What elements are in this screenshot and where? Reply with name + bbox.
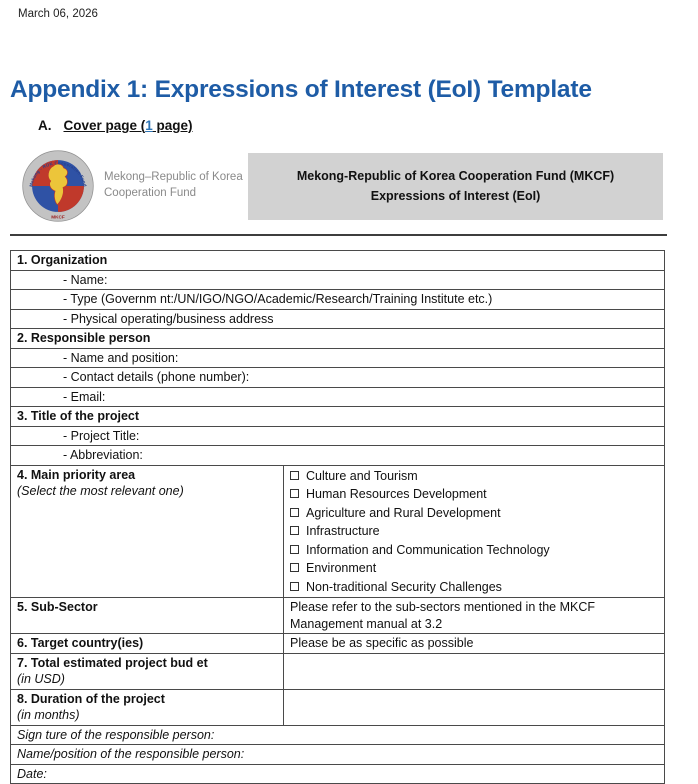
table-row <box>11 426 665 446</box>
budget-label-cell <box>11 653 284 689</box>
logo-ring-bottom-text: MKCF <box>51 214 65 220</box>
letterhead <box>10 150 698 222</box>
priority-option-ict[interactable] <box>290 541 658 560</box>
table-row <box>11 290 665 310</box>
date-row: Date: <box>11 764 665 784</box>
table-row <box>11 329 665 349</box>
field-organization-type: - Type (Governm nt:/UN/IGO/NGO/Academic/Research/Training Institute etc.) <box>11 290 665 310</box>
field-organization-address: - Physical operating/business address <box>11 309 665 329</box>
priority-option-label: Information and Communication Technology <box>306 542 550 557</box>
checkbox-icon[interactable] <box>290 563 299 572</box>
table-row <box>11 387 665 407</box>
table-row <box>11 309 665 329</box>
section-header-budget: 7. Total estimated project bud et <box>17 655 208 670</box>
banner-line2: Expressions of Interest (EoI) <box>370 189 541 203</box>
section-header-target-country: 6. Target country(ies) <box>11 634 284 654</box>
field-person-contact: - Contact details (phone number): <box>11 368 665 388</box>
priority-option-security[interactable] <box>290 578 658 597</box>
priority-option-human-resources[interactable] <box>290 485 658 504</box>
priority-option-infrastructure[interactable] <box>290 522 658 541</box>
checkbox-icon[interactable] <box>290 471 299 480</box>
table-row <box>11 465 665 598</box>
duration-label-cell <box>11 689 284 725</box>
page-title: Appendix 1: Expressions of Interest (EoI) Template <box>10 76 592 103</box>
mkcf-emblem-icon <box>22 150 94 222</box>
table-row <box>11 270 665 290</box>
cover-page-heading <box>38 118 698 133</box>
logo-wordmark-line1: Mekong–Republic of Korea <box>104 171 243 184</box>
table-row <box>11 689 665 725</box>
logo-ring-top-text: Mekong - ROK Cooperation Fund <box>28 160 88 188</box>
priority-option-culture-tourism[interactable] <box>290 467 658 486</box>
table-row <box>11 653 665 689</box>
page-number-link[interactable]: 1 <box>145 118 153 133</box>
table-row <box>11 634 665 654</box>
table-row <box>11 251 665 271</box>
table-row <box>11 446 665 466</box>
priority-options-cell <box>284 465 665 598</box>
banner-line1: Mekong-Republic of Korea Cooperation Fund (MKCF) <box>296 169 615 183</box>
subsector-instruction: Please refer to the sub-sectors mentioned in the MKCF Management manual at 3.2 <box>284 598 665 634</box>
priority-option-label: Infrastructure <box>306 524 380 538</box>
budget-note: (in USD) <box>17 672 65 686</box>
signature-row: Sign ture of the responsible person: <box>11 725 665 745</box>
table-row <box>11 368 665 388</box>
priority-option-environment[interactable] <box>290 559 658 578</box>
mkcf-logo <box>10 150 248 222</box>
priority-option-label: Agriculture and Rural Development <box>306 505 501 520</box>
logo-wordmark <box>104 170 243 201</box>
table-row <box>11 407 665 427</box>
priority-option-agriculture[interactable] <box>290 504 658 523</box>
banner-title-box <box>248 153 663 220</box>
section-header-subsector: 5. Sub-Sector <box>11 598 284 634</box>
section-header-duration: 8. Duration of the project <box>17 691 165 706</box>
list-letter: A. <box>38 118 52 133</box>
priority-option-label: Non-traditional Security Challenges <box>306 579 502 594</box>
checkbox-icon[interactable] <box>290 582 299 591</box>
priority-option-label: Environment <box>306 561 377 575</box>
eoi-form-table <box>10 250 665 784</box>
field-project-title: - Project Title: <box>11 426 665 446</box>
priority-option-label: Culture and Tourism <box>306 468 418 483</box>
field-person-name-position: - Name and position: <box>11 348 665 368</box>
logo-wordmark-line2: Cooperation Fund <box>104 187 197 199</box>
checkbox-icon[interactable] <box>290 545 299 554</box>
table-row <box>11 764 665 784</box>
duration-value-cell <box>284 689 665 725</box>
field-project-abbreviation: - Abbreviation: <box>11 446 665 466</box>
duration-note: (in months) <box>17 708 80 722</box>
budget-value-cell <box>284 653 665 689</box>
field-person-email: - Email: <box>11 387 665 407</box>
priority-area-label-cell <box>11 465 284 598</box>
table-row <box>11 745 665 765</box>
document-date: March 06, 2026 <box>18 8 98 20</box>
table-row <box>11 725 665 745</box>
target-country-instruction: Please be as specific as possible <box>284 634 665 654</box>
table-row <box>11 348 665 368</box>
field-organization-name: - Name: <box>11 270 665 290</box>
checkbox-icon[interactable] <box>290 508 299 517</box>
priority-option-label: Human Resources Development <box>306 487 487 501</box>
section-header-priority-area: 4. Main priority area <box>17 467 136 482</box>
section-header-project-title: 3. Title of the project <box>11 407 665 427</box>
name-position-row: Name/position of the responsible person: <box>11 745 665 765</box>
checkbox-icon[interactable] <box>290 526 299 535</box>
cover-page-label-suffix: page) <box>152 118 193 133</box>
horizontal-rule <box>10 234 667 236</box>
table-row <box>11 598 665 634</box>
priority-area-note: (Select the most relevant one) <box>17 484 184 498</box>
section-header-organization: 1. Organization <box>11 251 665 271</box>
checkbox-icon[interactable] <box>290 489 299 498</box>
section-header-responsible-person: 2. Responsible person <box>11 329 665 349</box>
cover-page-label: Cover page ( <box>63 118 146 133</box>
